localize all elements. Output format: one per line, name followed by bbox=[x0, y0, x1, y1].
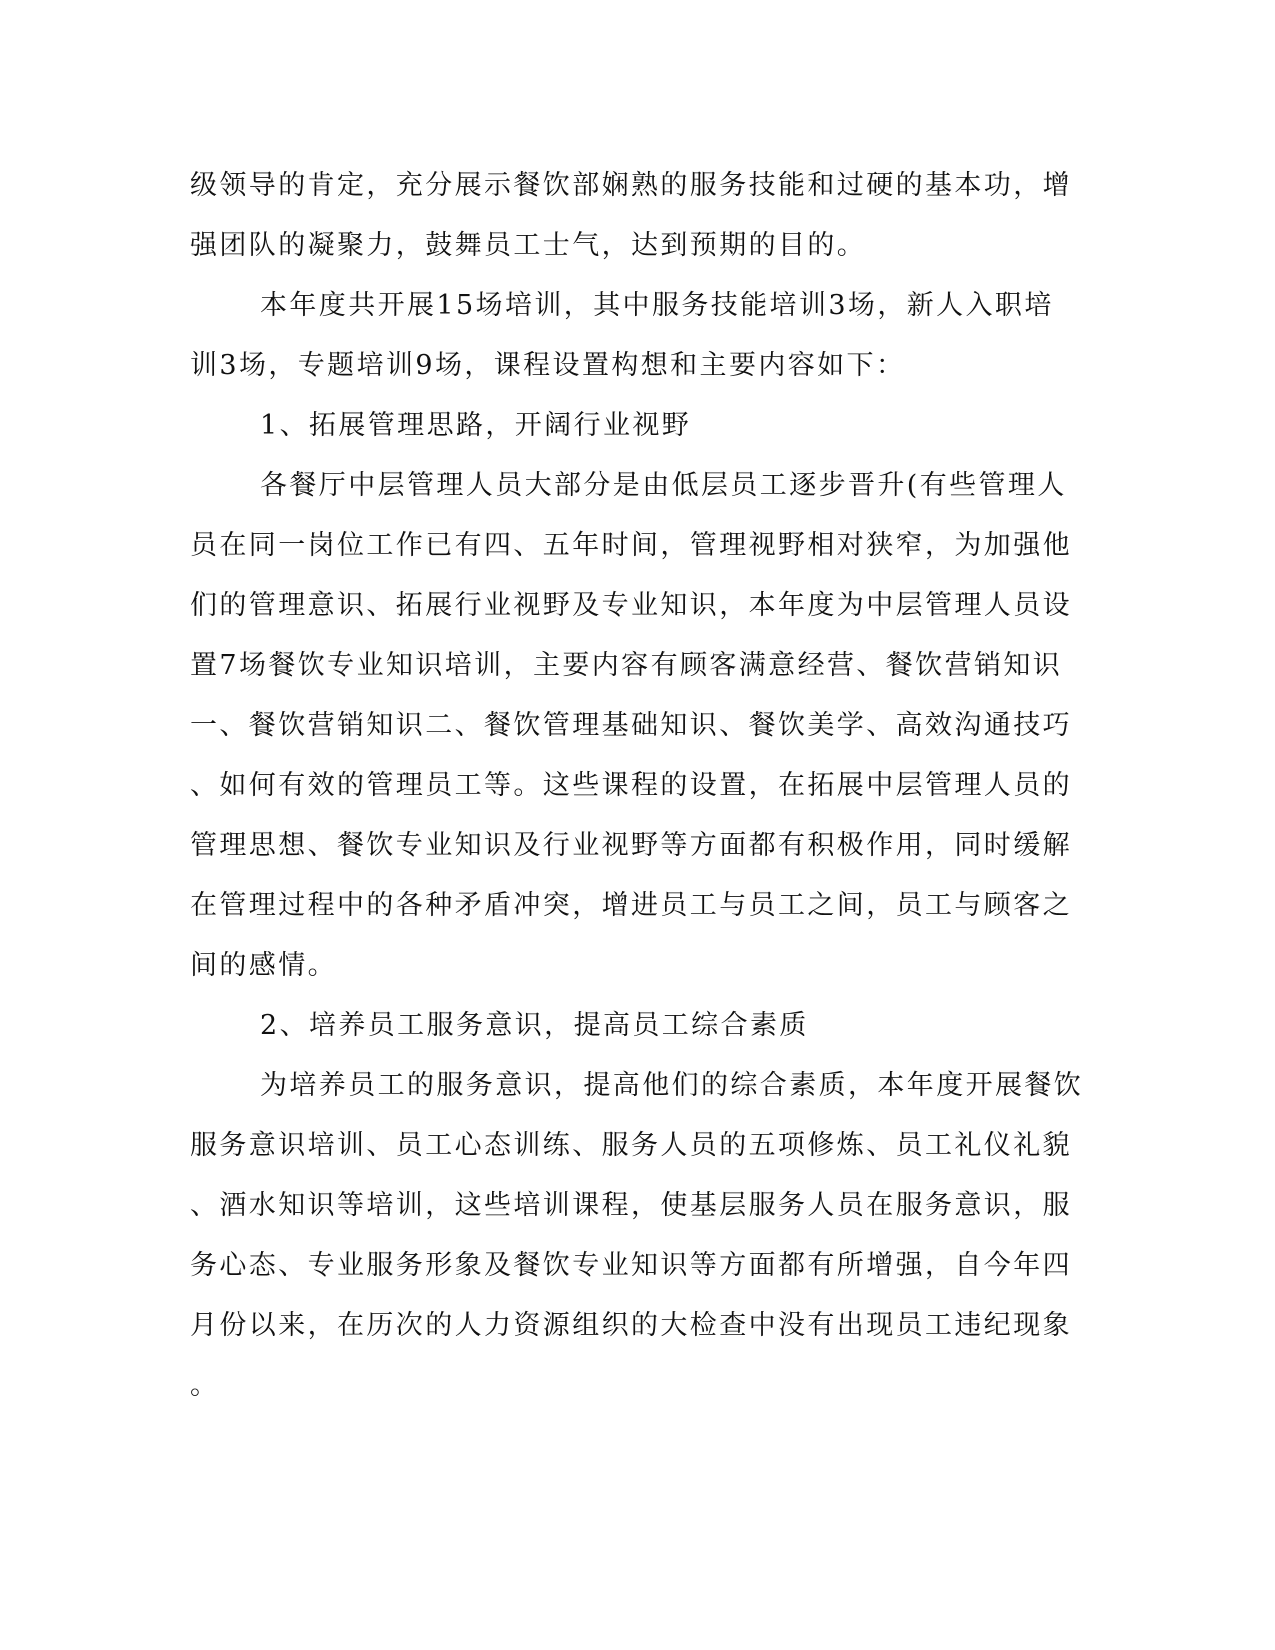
text-line: 员在同一岗位工作已有四、五年时间，管理视野相对狭窄，为加强他 bbox=[190, 530, 1072, 561]
text-line: 、酒水知识等培训，这些培训课程，使基层服务人员在服务意识，服 bbox=[190, 1190, 1072, 1221]
text-line: 训3场，专题培训9场，课程设置构想和主要内容如下： bbox=[190, 350, 906, 381]
text-line: 置7场餐饮专业知识培训，主要内容有顾客满意经营、餐饮营销知识 bbox=[190, 650, 1063, 681]
text-line: 管理思想、餐饮专业知识及行业视野等方面都有积极作用，同时缓解 bbox=[190, 830, 1072, 861]
text-line: 。 bbox=[190, 1370, 220, 1401]
body-text bbox=[190, 156, 1084, 1416]
text-line: 在管理过程中的各种矛盾冲突，增进员工与员工之间，员工与顾客之 bbox=[190, 890, 1072, 921]
paragraph-start-line: 本年度共开展15场培训，其中服务技能培训3场，新人入职培 bbox=[260, 290, 1054, 321]
text-line: 们的管理意识、拓展行业视野及专业知识，本年度为中层管理人员设 bbox=[190, 590, 1072, 621]
text-line: 间的感情。 bbox=[190, 950, 337, 981]
text-line: 月份以来，在历次的人力资源组织的大检查中没有出现员工违纪现象 bbox=[190, 1310, 1072, 1341]
text-line: 务心态、专业服务形象及餐饮专业知识等方面都有所增强，自今年四 bbox=[190, 1250, 1072, 1281]
text-line: 级领导的肯定，充分展示餐饮部娴熟的服务技能和过硬的基本功，增 bbox=[190, 170, 1072, 201]
paragraph-start-line: 各餐厅中层管理人员大部分是由低层员工逐步晋升(有些管理人 bbox=[260, 470, 1067, 501]
section-heading-1: 1、拓展管理思路，开阔行业视野 bbox=[260, 410, 692, 441]
text-line: 、如何有效的管理员工等。这些课程的设置，在拓展中层管理人员的 bbox=[190, 770, 1072, 801]
section-heading-2: 2、培养员工服务意识，提高员工综合素质 bbox=[260, 1010, 809, 1041]
text-line: 服务意识培训、员工心态训练、服务人员的五项修炼、员工礼仪礼貌 bbox=[190, 1130, 1072, 1161]
paragraph-start-line: 为培养员工的服务意识，提高他们的综合素质，本年度开展餐饮 bbox=[260, 1070, 1084, 1101]
text-line: 强团队的凝聚力，鼓舞员工士气，达到预期的目的。 bbox=[190, 230, 867, 261]
text-line: 一、餐饮营销知识二、餐饮管理基础知识、餐饮美学、高效沟通技巧 bbox=[190, 710, 1072, 741]
